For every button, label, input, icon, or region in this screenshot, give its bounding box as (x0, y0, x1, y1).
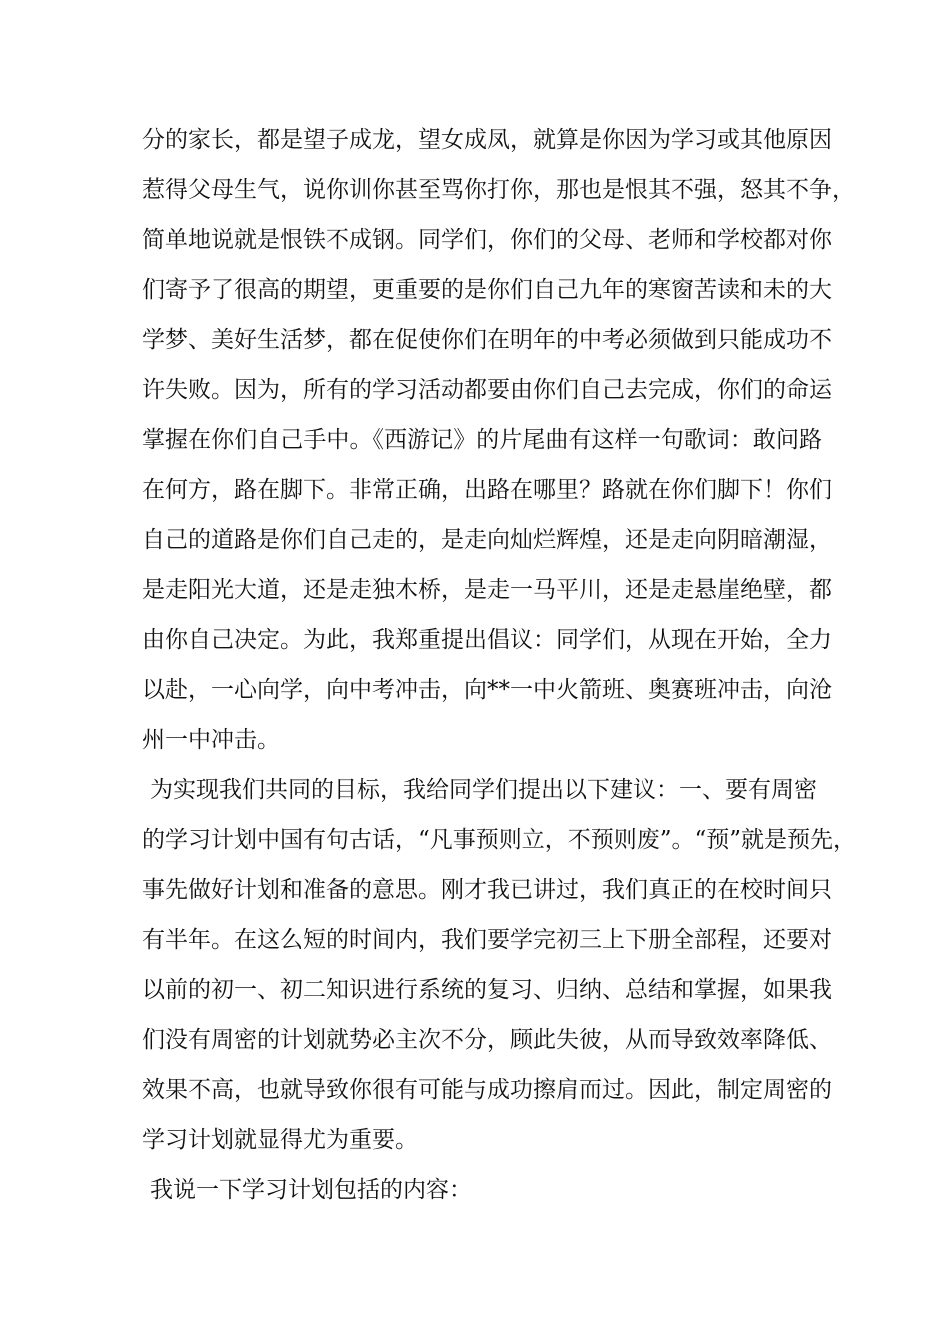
text-line: 我说一下学习计划包括的内容： (150, 1177, 472, 1203)
text-line: 的学习计划中国有句古话，“凡事预则立，不预则废”。“预”就是预先， (142, 827, 857, 853)
text-line: 事先做好计划和准备的意思。刚才我已讲过，我们真正的在校时间只 (142, 877, 832, 903)
text-line: 简单地说就是恨铁不成钢。同学们，你们的父母、老师和学校都对你 (142, 227, 832, 253)
text-line: 自己的道路是你们自己走的，是走向灿烂辉煌，还是走向阴暗潮湿， (142, 527, 832, 553)
text-line: 有半年。在这么短的时间内，我们要学完初三上下册全部程，还要对 (142, 927, 832, 953)
text-line: 学梦、美好生活梦，都在促使你们在明年的中考必须做到只能成功不 (142, 327, 832, 353)
text-line: 是走阳光大道，还是走独木桥，是走一马平川，还是走悬崖绝壁，都 (142, 577, 832, 603)
text-line: 许失败。因为，所有的学习活动都要由你们自己去完成，你们的命运 (142, 377, 832, 403)
text-line: 惹得父母生气，说你训你甚至骂你打你，那也是恨其不强，怒其不争， (142, 177, 855, 203)
text-line: 由你自己决定。为此，我郑重提出倡议：同学们，从现在开始，全力 (142, 627, 832, 653)
text-line: 以前的初一、初二知识进行系统的复习、归纳、总结和掌握，如果我 (142, 977, 832, 1003)
text-line: 学习计划就显得尤为重要。 (142, 1127, 418, 1153)
text-line: 掌握在你们自己手中。《西游记》的片尾曲有这样一句歌词：敢问路 (142, 427, 822, 453)
text-line: 州一中冲击。 (142, 727, 280, 753)
text-line: 在何方，路在脚下。非常正确，出路在哪里？路就在你们脚下！你们 (142, 477, 832, 503)
text-line: 分的家长，都是望子成龙，望女成凤，就算是你因为学习或其他原因 (142, 127, 832, 153)
text-line: 们寄予了很高的期望，更重要的是你们自己九年的寒窗苦读和未的大 (142, 277, 832, 303)
text-line: 们没有周密的计划就势必主次不分，顾此失彼，从而导致效率降低、 (142, 1027, 832, 1053)
text-line: 效果不高，也就导致你很有可能与成功擦肩而过。因此，制定周密的 (142, 1077, 832, 1103)
text-line: 以赴，一心向学，向中考冲击，向**一中火箭班、奥赛班冲击，向沧 (142, 677, 832, 703)
text-line: 为实现我们共同的目标，我给同学们提出以下建议：一、要有周密 (150, 777, 817, 803)
